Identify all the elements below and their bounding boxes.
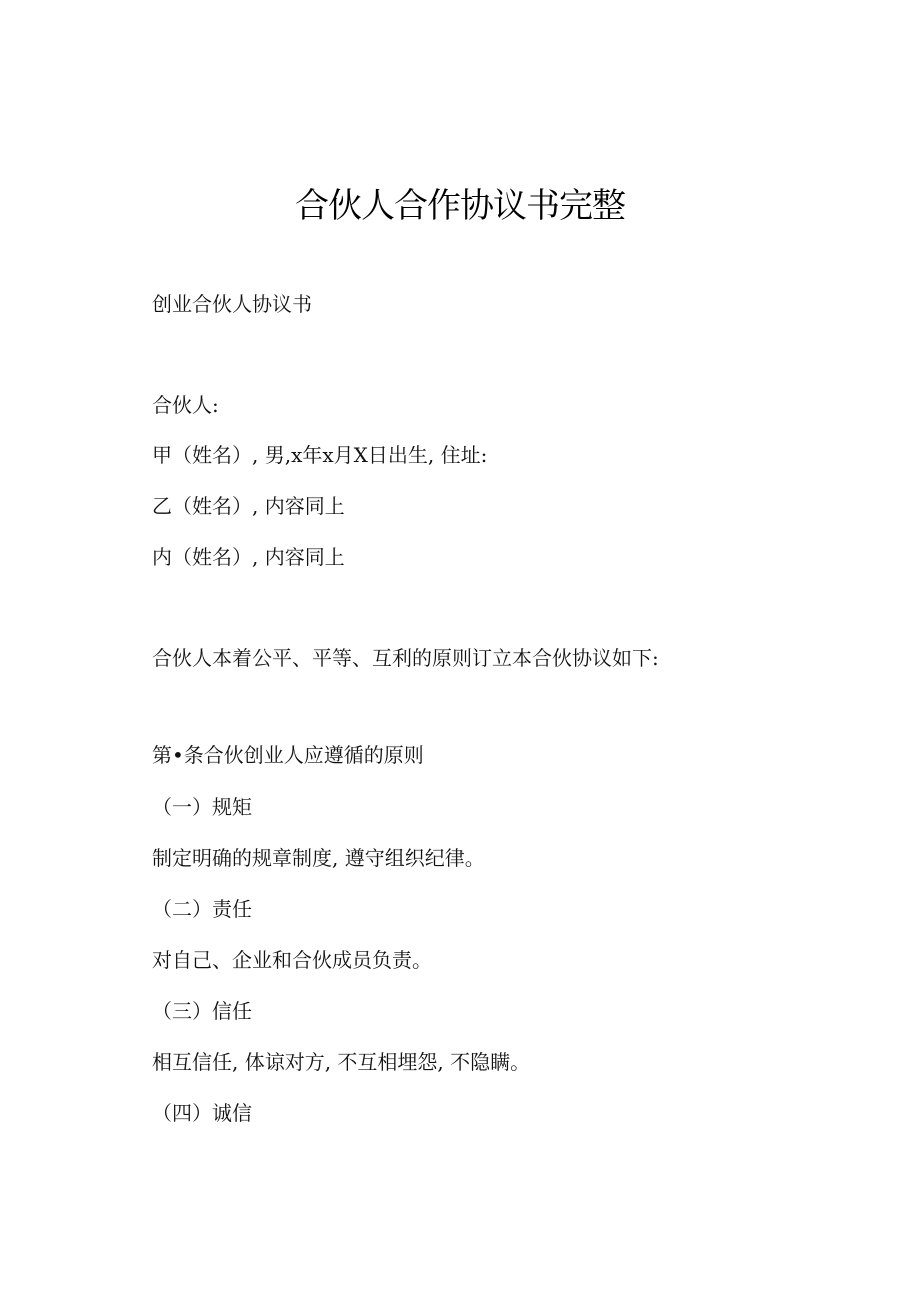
document-subtitle: 创业合伙人协议书 [152,292,312,316]
preamble-paragraph: 合伙人本着公平、平等、互利的原则订立本合伙协议如下: [152,646,659,670]
item-text-rules: 制定明确的规章制度, 遵守组织纪律。 [152,846,485,870]
item-text-trust: 相互信任, 体谅对方, 不互相埋怨, 不隐瞒。 [152,1050,531,1074]
partners-heading: 合伙人: [152,393,219,417]
item-text-responsibility: 对自己、企业和合伙成员负责。 [152,948,432,972]
item-label-rules: （一）规矩 [152,795,252,819]
item-label-responsibility: （二）责任 [152,897,252,921]
partner-c-line: 内（姓名）, 内容同上 [152,545,345,569]
article-heading: 第•条合伙创业人应遵循的原则 [152,743,424,767]
item-label-trust: （三）信任 [152,999,252,1023]
partner-a-line: 甲（姓名）, 男,x年x月X日出生, 住址: [152,443,488,467]
document-title: 合伙人合作协议书完整 [295,186,625,226]
partner-b-line: 乙（姓名）, 内容同上 [152,494,345,518]
item-label-integrity: （四）诚信 [152,1101,252,1125]
